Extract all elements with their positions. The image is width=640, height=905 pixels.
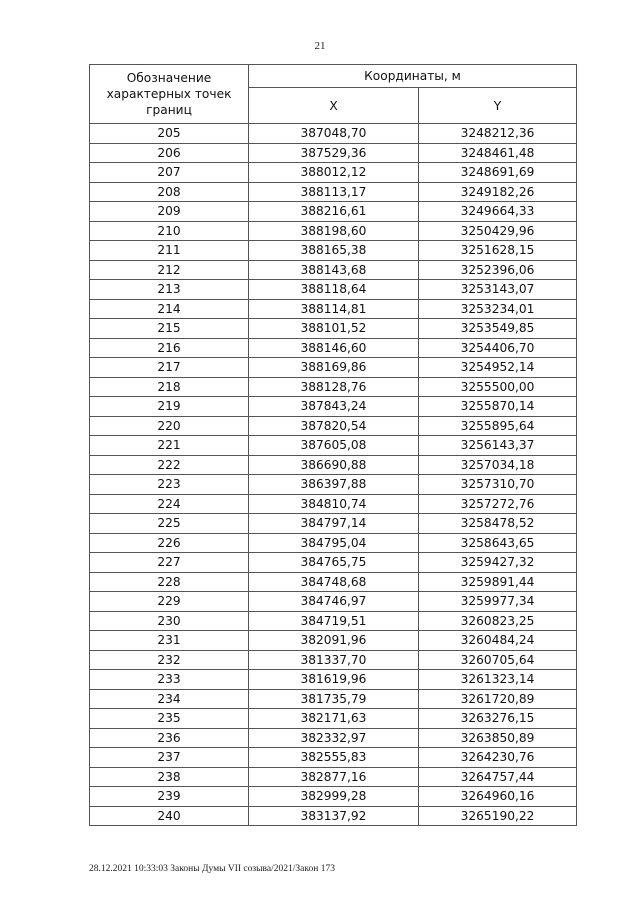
table-row (90, 553, 577, 573)
table-row (90, 572, 577, 592)
table-row (90, 299, 577, 319)
point-cell: 214 (90, 299, 249, 319)
table-row (90, 436, 577, 456)
header-designation: Обозначение характерных точек границ (90, 65, 249, 124)
table-row (90, 416, 577, 436)
page-number: 21 (314, 40, 326, 52)
table-row (90, 358, 577, 378)
table-body (90, 124, 577, 826)
y-cell: 3251628,15 (419, 241, 577, 261)
point-cell: 228 (90, 572, 249, 592)
point-cell: 224 (90, 494, 249, 514)
point-cell: 229 (90, 592, 249, 612)
x-cell: 382999,28 (249, 787, 419, 807)
table-row (90, 650, 577, 670)
table-row (90, 143, 577, 163)
table-row (90, 533, 577, 553)
table-row (90, 728, 577, 748)
table-row (90, 475, 577, 495)
y-cell: 3252396,06 (419, 260, 577, 280)
x-cell: 386397,88 (249, 475, 419, 495)
x-cell: 384765,75 (249, 553, 419, 573)
x-cell: 381619,96 (249, 670, 419, 690)
x-cell: 386690,88 (249, 455, 419, 475)
y-cell: 3249664,33 (419, 202, 577, 222)
x-cell: 384795,04 (249, 533, 419, 553)
table-row (90, 338, 577, 358)
point-cell: 227 (90, 553, 249, 573)
y-cell: 3258478,52 (419, 514, 577, 534)
point-cell: 239 (90, 787, 249, 807)
y-cell: 3259891,44 (419, 572, 577, 592)
x-cell: 388169,86 (249, 358, 419, 378)
footer-stamp: 28.12.2021 10:33:03 Законы Думы VII созыва/2021/Закон 173 (89, 864, 335, 874)
y-cell: 3250429,96 (419, 221, 577, 241)
table-row (90, 787, 577, 807)
y-cell: 3261323,14 (419, 670, 577, 690)
x-cell: 382171,63 (249, 709, 419, 729)
y-cell: 3257272,76 (419, 494, 577, 514)
table-row (90, 319, 577, 339)
x-cell: 384810,74 (249, 494, 419, 514)
point-cell: 237 (90, 748, 249, 768)
point-cell: 209 (90, 202, 249, 222)
table-row (90, 280, 577, 300)
table-row (90, 163, 577, 183)
y-cell: 3261720,89 (419, 689, 577, 709)
y-cell: 3260705,64 (419, 650, 577, 670)
table-row (90, 182, 577, 202)
point-cell: 240 (90, 806, 249, 826)
header-x: X (249, 88, 419, 124)
point-cell: 207 (90, 163, 249, 183)
y-cell: 3259977,34 (419, 592, 577, 612)
point-cell: 217 (90, 358, 249, 378)
table-row (90, 494, 577, 514)
x-cell: 381735,79 (249, 689, 419, 709)
header-coordinates: Координаты, м (249, 65, 577, 88)
y-cell: 3264960,16 (419, 787, 577, 807)
table-row (90, 631, 577, 651)
table-row (90, 709, 577, 729)
y-cell: 3263850,89 (419, 728, 577, 748)
point-cell: 219 (90, 397, 249, 417)
point-cell: 208 (90, 182, 249, 202)
y-cell: 3259427,32 (419, 553, 577, 573)
point-cell: 220 (90, 416, 249, 436)
y-cell: 3255870,14 (419, 397, 577, 417)
y-cell: 3264757,44 (419, 767, 577, 787)
point-cell: 225 (90, 514, 249, 534)
x-cell: 388012,12 (249, 163, 419, 183)
point-cell: 233 (90, 670, 249, 690)
point-cell: 234 (90, 689, 249, 709)
y-cell: 3253234,01 (419, 299, 577, 319)
y-cell: 3248691,69 (419, 163, 577, 183)
point-cell: 236 (90, 728, 249, 748)
table-row (90, 748, 577, 768)
y-cell: 3255895,64 (419, 416, 577, 436)
table-row (90, 611, 577, 631)
point-cell: 212 (90, 260, 249, 280)
y-cell: 3257310,70 (419, 475, 577, 495)
table-row (90, 514, 577, 534)
y-cell: 3265190,22 (419, 806, 577, 826)
x-cell: 387605,08 (249, 436, 419, 456)
point-cell: 205 (90, 124, 249, 144)
y-cell: 3263276,15 (419, 709, 577, 729)
table-row (90, 455, 577, 475)
x-cell: 384748,68 (249, 572, 419, 592)
x-cell: 388146,60 (249, 338, 419, 358)
point-cell: 210 (90, 221, 249, 241)
x-cell: 382091,96 (249, 631, 419, 651)
x-cell: 387820,54 (249, 416, 419, 436)
y-cell: 3256143,37 (419, 436, 577, 456)
x-cell: 387048,70 (249, 124, 419, 144)
y-cell: 3253549,85 (419, 319, 577, 339)
x-cell: 388216,61 (249, 202, 419, 222)
x-cell: 384746,97 (249, 592, 419, 612)
x-cell: 388165,38 (249, 241, 419, 261)
table-row (90, 124, 577, 144)
table-row (90, 241, 577, 261)
y-cell: 3258643,65 (419, 533, 577, 553)
table-row (90, 202, 577, 222)
y-cell: 3255500,00 (419, 377, 577, 397)
table-row (90, 221, 577, 241)
point-cell: 211 (90, 241, 249, 261)
y-cell: 3257034,18 (419, 455, 577, 475)
x-cell: 387843,24 (249, 397, 419, 417)
x-cell: 388114,81 (249, 299, 419, 319)
x-cell: 388128,76 (249, 377, 419, 397)
y-cell: 3248461,48 (419, 143, 577, 163)
point-cell: 226 (90, 533, 249, 553)
table-row (90, 397, 577, 417)
y-cell: 3264230,76 (419, 748, 577, 768)
header-y: Y (419, 88, 577, 124)
y-cell: 3253143,07 (419, 280, 577, 300)
point-cell: 232 (90, 650, 249, 670)
point-cell: 230 (90, 611, 249, 631)
table-row (90, 670, 577, 690)
table-row (90, 767, 577, 787)
point-cell: 221 (90, 436, 249, 456)
y-cell: 3249182,26 (419, 182, 577, 202)
y-cell: 3248212,36 (419, 124, 577, 144)
point-cell: 215 (90, 319, 249, 339)
x-cell: 384797,14 (249, 514, 419, 534)
x-cell: 388143,68 (249, 260, 419, 280)
table-row (90, 806, 577, 826)
x-cell: 382877,16 (249, 767, 419, 787)
x-cell: 387529,36 (249, 143, 419, 163)
x-cell: 381337,70 (249, 650, 419, 670)
x-cell: 382555,83 (249, 748, 419, 768)
coordinates-table (89, 64, 577, 826)
point-cell: 231 (90, 631, 249, 651)
y-cell: 3254952,14 (419, 358, 577, 378)
point-cell: 222 (90, 455, 249, 475)
point-cell: 238 (90, 767, 249, 787)
x-cell: 388118,64 (249, 280, 419, 300)
y-cell: 3260484,24 (419, 631, 577, 651)
x-cell: 388113,17 (249, 182, 419, 202)
x-cell: 388198,60 (249, 221, 419, 241)
y-cell: 3260823,25 (419, 611, 577, 631)
point-cell: 223 (90, 475, 249, 495)
table-row (90, 260, 577, 280)
table-row (90, 592, 577, 612)
point-cell: 235 (90, 709, 249, 729)
point-cell: 218 (90, 377, 249, 397)
table-header-row (90, 65, 577, 88)
x-cell: 388101,52 (249, 319, 419, 339)
table-row (90, 689, 577, 709)
x-cell: 383137,92 (249, 806, 419, 826)
x-cell: 384719,51 (249, 611, 419, 631)
point-cell: 216 (90, 338, 249, 358)
x-cell: 382332,97 (249, 728, 419, 748)
point-cell: 213 (90, 280, 249, 300)
point-cell: 206 (90, 143, 249, 163)
y-cell: 3254406,70 (419, 338, 577, 358)
table-row (90, 377, 577, 397)
